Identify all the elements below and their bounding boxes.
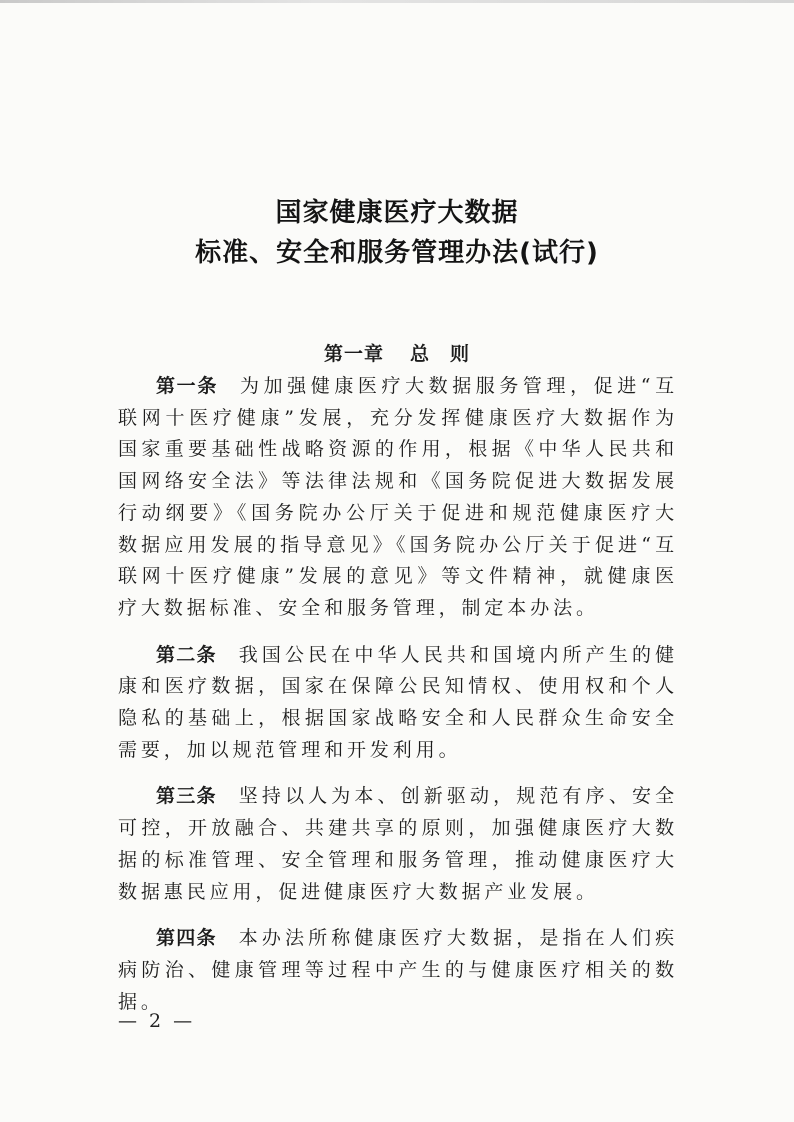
title-line-2: 标准、安全和服务管理办法(试行)	[195, 238, 599, 268]
chapter-number: 第一章	[323, 343, 384, 365]
article-text: 本办法所称健康医疗大数据，是指在人们疾病防治、健康管理等过程中产生的与健康医疗相关的数据。	[118, 927, 678, 1013]
article-text: 我国公民在中华人民共和国境内所产生的健康和医疗数据，国家在保障公民知情权、使用权和个人隐私的基础上，根据国家战略安全和人民群众生命安全需要，加以规范管理和开发利用。	[118, 643, 678, 761]
chapter-name: 总 则	[410, 343, 471, 365]
article-text: 坚持以人为本、创新驱动，规范有序、安全可控，开放融合、共建共享的原则，加强健康医疗大数据的标准管理、安全管理和服务管理，推动健康医疗大数据惠民应用，促进健康医疗大数据产业发展。	[118, 785, 678, 903]
article-label: 第二条	[156, 643, 217, 666]
article-label: 第四条	[156, 927, 217, 950]
document-body	[118, 371, 678, 1033]
page-number: — 2 —	[118, 1010, 196, 1032]
page-top-edge	[0, 0, 794, 3]
chapter-heading	[0, 339, 794, 366]
article-paragraph	[118, 781, 678, 908]
title-line-1: 国家健康医疗大数据	[275, 198, 519, 228]
article-paragraph	[118, 923, 678, 1018]
article-paragraph	[118, 640, 678, 767]
article-label: 第一条	[156, 375, 219, 397]
article-label: 第三条	[156, 785, 217, 808]
article-paragraph	[118, 371, 678, 625]
document-title	[0, 193, 794, 273]
article-text: 为加强健康医疗大数据服务管理，促进“互联网十医疗健康”发展，充分发挥健康医疗大数据作为国家重要基础性战略资源的作用，根据《中华人民共和国网络安全法》等法律法规和《国务院促进大数据发展行动纲要》《国务院办公厅关于促进和规范健康医疗大数据应用发展的指导意见》《国务院办公厅关于促进“互联网十医疗健康”发展的意见》等文件精神，就健康医疗大数据标准、安全和服务管理，制定本办法。	[118, 375, 678, 619]
